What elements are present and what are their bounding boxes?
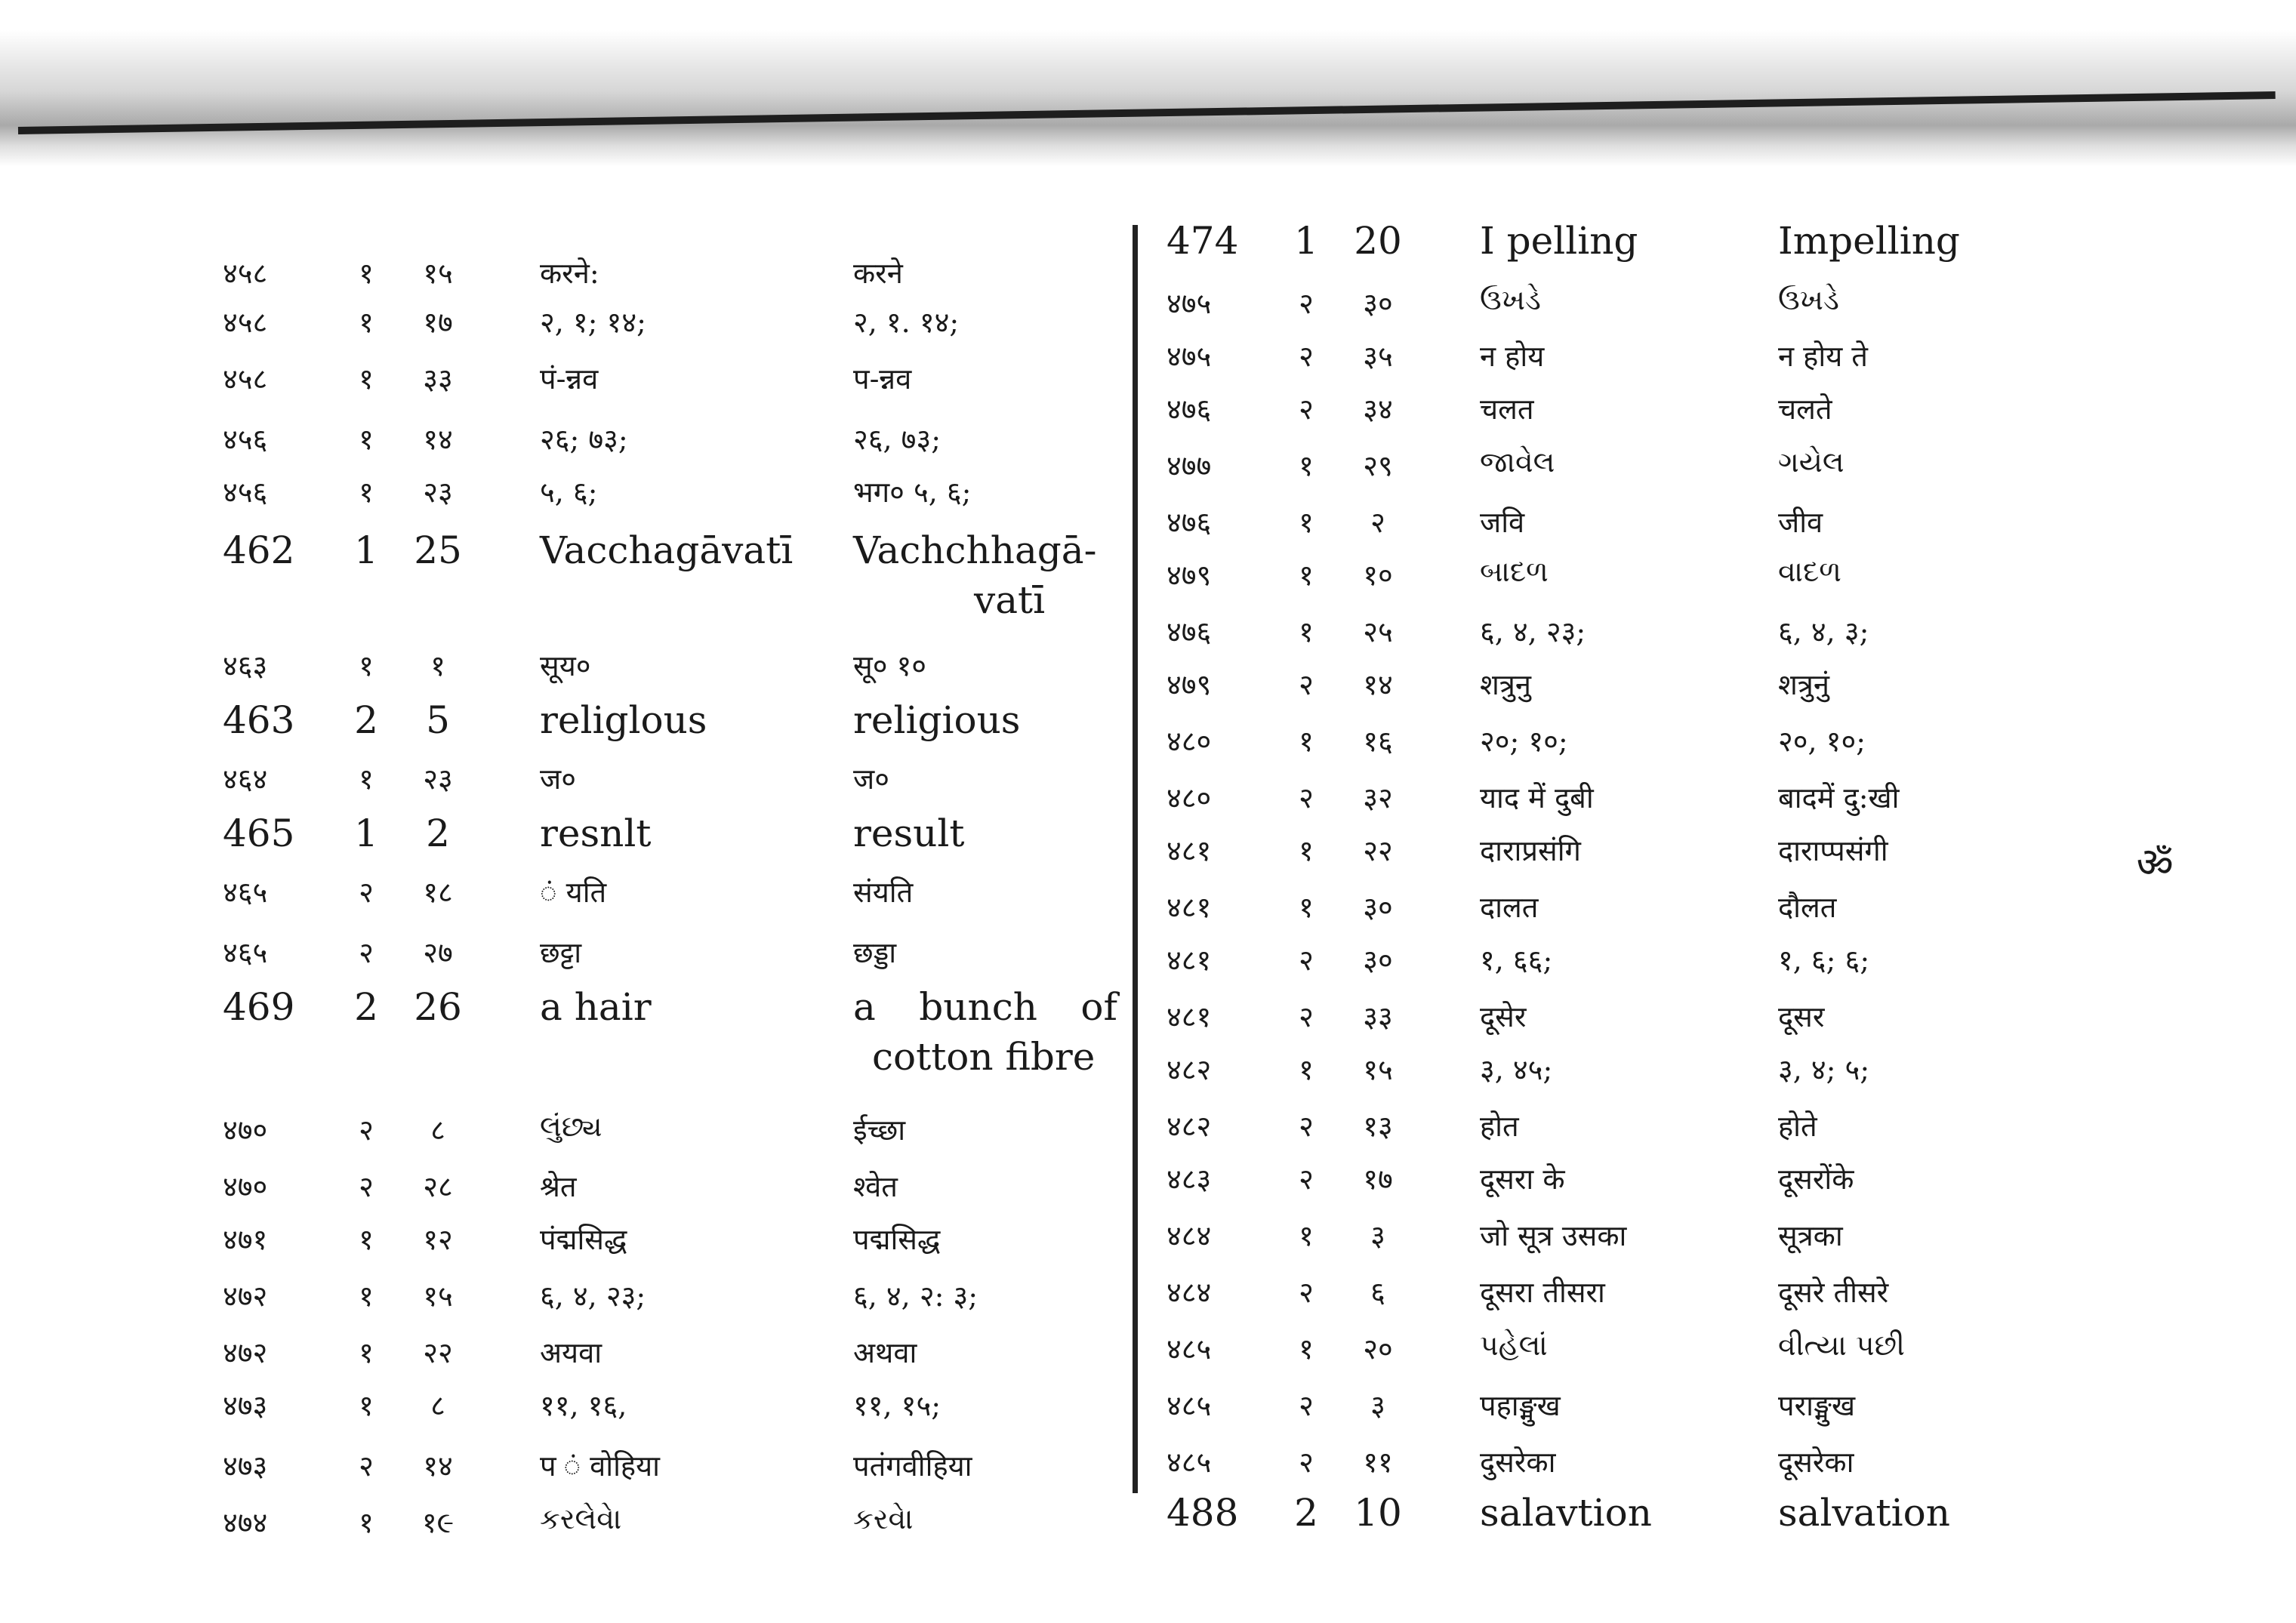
- page-number: ४६४: [223, 762, 268, 796]
- incorrect-reading: दूसरा के: [1480, 1163, 1565, 1196]
- correct-reading: न होय ते: [1778, 340, 1868, 373]
- incorrect-reading: सूय०: [540, 649, 591, 682]
- column-number: १: [1299, 725, 1314, 758]
- column-number: १: [359, 1389, 374, 1422]
- line-number: ८: [430, 1389, 445, 1422]
- incorrect-reading: पंद्मसिद्ध: [540, 1223, 627, 1256]
- correct-reading: होते: [1778, 1110, 1817, 1143]
- incorrect-reading: अयवा: [540, 1336, 603, 1369]
- column-number: २: [1299, 668, 1314, 701]
- column-number: १: [359, 423, 374, 456]
- incorrect-reading: I pelling: [1480, 219, 1638, 263]
- column-number: २: [359, 1113, 374, 1147]
- page-number: ४८५: [1166, 1389, 1212, 1422]
- correct-reading: श्वेत: [853, 1170, 898, 1203]
- correct-reading: भग० ५, ६;: [853, 476, 972, 509]
- incorrect-reading: Vacchagāvatī: [540, 528, 794, 572]
- column-number: २: [1299, 340, 1314, 373]
- page-number: ४६५: [223, 876, 268, 909]
- line-number: १૯: [421, 1506, 455, 1539]
- correct-reading: salvation: [1778, 1491, 1950, 1535]
- line-number: ६: [1370, 1276, 1385, 1309]
- correct-reading: ईच्छा: [853, 1113, 906, 1147]
- page-number: ४७५: [1166, 287, 1212, 320]
- incorrect-reading: दालत: [1480, 891, 1539, 924]
- incorrect-reading: લુંછ્ય: [540, 1110, 603, 1143]
- correct-reading: result: [853, 812, 965, 855]
- line-number: १६: [1363, 725, 1393, 758]
- correct-reading: કરવેા: [853, 1502, 914, 1535]
- correct-reading: religious: [853, 698, 1021, 742]
- column-number: २: [1299, 781, 1314, 815]
- correct-reading: सूत्रका: [1778, 1219, 1843, 1252]
- line-number: १७: [423, 306, 453, 339]
- column-number: १: [1299, 506, 1314, 539]
- incorrect-reading: २, १; १४;: [540, 306, 646, 339]
- line-number: 2: [426, 812, 450, 855]
- correct-reading: दूसर: [1778, 1000, 1825, 1033]
- column-number: 1: [1294, 219, 1318, 263]
- column-number: 1: [354, 528, 378, 572]
- page-number: ४७३: [223, 1389, 268, 1422]
- page-number: ४८१: [1166, 944, 1212, 977]
- page-number: ४७०: [223, 1113, 268, 1147]
- incorrect-reading: छट्टा: [540, 936, 582, 969]
- correct-reading: पतंगवीहिया: [853, 1449, 972, 1483]
- line-number: २: [1370, 506, 1385, 539]
- incorrect-reading: religlous: [540, 698, 707, 742]
- incorrect-reading: करने:: [540, 257, 599, 290]
- correct-reading: ગયેલ: [1778, 445, 1845, 479]
- correct-reading: शत्रुनुं: [1778, 668, 1829, 701]
- line-number: 20: [1354, 219, 1402, 263]
- line-number: २७: [423, 936, 453, 969]
- incorrect-reading: બાદળ: [1480, 555, 1549, 588]
- correct-reading: Vachchhagā-: [853, 528, 1097, 572]
- page-number: ४७९: [1166, 559, 1212, 592]
- page-number: ४७२: [223, 1336, 268, 1369]
- column-number: १: [359, 306, 374, 339]
- page-number: ४७७: [1166, 449, 1212, 482]
- line-number: २०: [1363, 1332, 1393, 1366]
- column-number: २: [1299, 1389, 1314, 1422]
- correct-reading: २६, ७३;: [853, 423, 942, 456]
- column-number: १: [359, 762, 374, 796]
- line-number: १२: [423, 1223, 453, 1256]
- line-number: ३३: [1363, 1000, 1393, 1033]
- line-number: १५: [1363, 1053, 1393, 1086]
- page-number: ४८१: [1166, 891, 1212, 924]
- column-number: १: [1299, 1219, 1314, 1252]
- incorrect-reading: ३, ४५;: [1480, 1053, 1553, 1086]
- correct-reading: a bunch of: [853, 985, 1117, 1029]
- incorrect-reading: २६; ७३;: [540, 423, 628, 456]
- column-number: २: [1299, 393, 1314, 426]
- column-number: १: [359, 1336, 374, 1369]
- incorrect-reading: २०; १०;: [1480, 725, 1568, 758]
- page-number: ४७६: [1166, 615, 1212, 648]
- line-number: २२: [1363, 834, 1393, 867]
- correct-reading: दूसरेका: [1778, 1446, 1854, 1479]
- line-number: ३०: [1363, 944, 1393, 977]
- page-number: 462: [223, 528, 295, 572]
- column-number: १: [359, 476, 374, 509]
- column-number: १: [1299, 615, 1314, 648]
- page-number: ४५८: [223, 306, 268, 339]
- page-number: ४६३: [223, 649, 268, 682]
- column-number: 2: [354, 698, 378, 742]
- correct-reading: दूसरोंके: [1778, 1163, 1854, 1196]
- incorrect-reading: दुसरेका: [1480, 1446, 1556, 1479]
- page-number: ४७९: [1166, 668, 1212, 701]
- incorrect-reading: न होय: [1480, 340, 1545, 373]
- incorrect-reading: पहाङ्मुख: [1480, 1389, 1561, 1422]
- column-number: 1: [354, 812, 378, 855]
- page-number: 474: [1166, 219, 1239, 263]
- column-number: २: [1299, 1110, 1314, 1143]
- correct-reading: २, १. १४;: [853, 306, 960, 339]
- correct-reading: पद्मसिद्ध: [853, 1223, 941, 1256]
- correct-reading: ११, १५;: [853, 1389, 942, 1422]
- line-number: १४: [423, 423, 453, 456]
- correct-reading-continuation: cotton fibre: [872, 1035, 1096, 1079]
- column-number: १: [359, 1506, 374, 1539]
- page-number: ४७६: [1166, 393, 1212, 426]
- correct-reading: सू० १०: [853, 649, 927, 682]
- page-number: ४८०: [1166, 725, 1212, 758]
- line-number: ३४: [1363, 393, 1393, 426]
- line-number: २२: [423, 1336, 453, 1369]
- page-number: ४८२: [1166, 1110, 1212, 1143]
- incorrect-reading: चलत: [1480, 393, 1534, 426]
- page-number: ४८५: [1166, 1332, 1212, 1366]
- incorrect-reading: a hair: [540, 985, 652, 1029]
- incorrect-reading: याद में दुबी: [1480, 781, 1594, 815]
- correct-reading: ६, ४, २: ३;: [853, 1280, 978, 1313]
- incorrect-reading: दूसरा तीसरा: [1480, 1276, 1605, 1309]
- column-number: २: [359, 1449, 374, 1483]
- line-number: 10: [1354, 1491, 1402, 1535]
- line-number: १५: [423, 1280, 453, 1313]
- page-number: 488: [1166, 1491, 1239, 1535]
- line-number: 25: [414, 528, 462, 572]
- incorrect-reading: ११, १६,: [540, 1389, 627, 1422]
- column-number: १: [359, 1280, 374, 1313]
- page-number: ४८४: [1166, 1276, 1212, 1309]
- margin-handwritten-mark: ॐ: [2131, 836, 2178, 892]
- incorrect-reading: પહેલાં: [1480, 1329, 1548, 1362]
- incorrect-reading: प ं वोहिया: [540, 1449, 660, 1483]
- correct-reading: दौलत: [1778, 891, 1837, 924]
- correct-reading: दाराप्पसंगी: [1778, 834, 1888, 867]
- column-number: १: [1299, 1053, 1314, 1086]
- column-number: २: [1299, 1446, 1314, 1479]
- column-number: १: [1299, 891, 1314, 924]
- line-number: १४: [423, 1449, 453, 1483]
- line-number: २३: [423, 762, 453, 796]
- line-number: ३०: [1363, 891, 1393, 924]
- line-number: १०: [1363, 559, 1393, 592]
- column-number: २: [359, 876, 374, 909]
- page-number: ४८३: [1166, 1163, 1212, 1196]
- page-number: ४८४: [1166, 1219, 1212, 1252]
- incorrect-reading: श्रेत: [540, 1170, 577, 1203]
- correct-reading: बादमें दु:खी: [1778, 781, 1900, 815]
- page-number: ४७०: [223, 1170, 268, 1203]
- incorrect-reading: ઉખડે: [1480, 283, 1541, 316]
- column-number: १: [359, 649, 374, 682]
- correct-reading: Impelling: [1778, 219, 1960, 263]
- correct-reading: दूसरे तीसरे: [1778, 1276, 1889, 1309]
- incorrect-reading: होत: [1480, 1110, 1519, 1143]
- correct-reading: अथवा: [853, 1336, 917, 1369]
- line-number: २९: [1363, 449, 1393, 482]
- column-number: 2: [1294, 1491, 1318, 1535]
- column-number: २: [359, 936, 374, 969]
- column-number: १: [1299, 559, 1314, 592]
- incorrect-reading: जो सूत्र उसका: [1480, 1219, 1627, 1252]
- page-number: ४५६: [223, 423, 268, 456]
- line-number: ३०: [1363, 287, 1393, 320]
- page-number: ४६५: [223, 936, 268, 969]
- incorrect-reading: resnlt: [540, 812, 652, 855]
- page-number: ४८२: [1166, 1053, 1212, 1086]
- line-number: १८: [423, 876, 453, 909]
- correct-reading: जीव: [1778, 506, 1823, 539]
- correct-reading: संयति: [853, 876, 914, 909]
- page-number: ४५८: [223, 362, 268, 396]
- column-number: २: [1299, 944, 1314, 977]
- page-number: ४७१: [223, 1223, 268, 1256]
- correct-reading: छड्डा: [853, 936, 897, 969]
- line-number: ३५: [1363, 340, 1393, 373]
- incorrect-reading: salavtion: [1480, 1491, 1652, 1535]
- incorrect-reading: दूसेर: [1480, 1000, 1527, 1033]
- page-number: ४७४: [223, 1506, 268, 1539]
- page-number: 465: [223, 812, 295, 855]
- page-number: ४७६: [1166, 506, 1212, 539]
- column-number: २: [1299, 287, 1314, 320]
- line-number: १: [430, 649, 445, 682]
- incorrect-reading: ६, ४, २३;: [1480, 615, 1586, 648]
- line-number: ३: [1370, 1219, 1385, 1252]
- column-number: १: [1299, 834, 1314, 867]
- page-number: ४७५: [1166, 340, 1212, 373]
- line-number: ३३: [423, 362, 453, 396]
- incorrect-reading: जवि: [1480, 506, 1525, 539]
- incorrect-reading: दाराप्रसंगि: [1480, 834, 1581, 867]
- line-number: 26: [414, 985, 462, 1029]
- page-number: ४७३: [223, 1449, 268, 1483]
- incorrect-reading: पं-न्नव: [540, 362, 599, 396]
- line-number: १७: [1363, 1163, 1393, 1196]
- correct-reading: ६, ४, ३;: [1778, 615, 1869, 648]
- line-number: २८: [423, 1170, 453, 1203]
- correct-reading: पराङ्मुख: [1778, 1389, 1856, 1422]
- page-number: ४८५: [1166, 1446, 1212, 1479]
- line-number: १५: [423, 257, 453, 290]
- line-number: २५: [1363, 615, 1393, 648]
- incorrect-reading: ६, ४, २३;: [540, 1280, 646, 1313]
- column-number: २: [1299, 1000, 1314, 1033]
- correct-reading: ३, ४; ५;: [1778, 1053, 1870, 1086]
- column-number: १: [359, 257, 374, 290]
- column-number: १: [1299, 1332, 1314, 1366]
- incorrect-reading: ५, ६;: [540, 476, 598, 509]
- incorrect-reading: ं यति: [540, 876, 607, 909]
- column-number: १: [359, 362, 374, 396]
- line-number: ११: [1363, 1446, 1393, 1479]
- page-number: 469: [223, 985, 295, 1029]
- correct-reading: વાદળ: [1778, 555, 1841, 588]
- column-number: १: [359, 1223, 374, 1256]
- line-number: १३: [1363, 1110, 1393, 1143]
- column-number: २: [359, 1170, 374, 1203]
- incorrect-reading: ज०: [540, 762, 576, 796]
- incorrect-reading: १, ६६;: [1480, 944, 1553, 977]
- line-number: ३२: [1363, 781, 1393, 815]
- incorrect-reading: शत्रुनु: [1480, 668, 1531, 701]
- line-number: २३: [423, 476, 453, 509]
- incorrect-reading: કરલેવેા: [540, 1502, 622, 1535]
- column-number: २: [1299, 1163, 1314, 1196]
- correct-reading: ज०: [853, 762, 889, 796]
- column-number: १: [1299, 449, 1314, 482]
- page-number: ४५८: [223, 257, 268, 290]
- column-number: २: [1299, 1276, 1314, 1309]
- correct-reading-continuation: vatī: [974, 578, 1046, 622]
- correct-reading: करने: [853, 257, 903, 290]
- line-number: 5: [426, 698, 450, 742]
- correct-reading: ઉખડે: [1778, 283, 1839, 316]
- correct-reading: १, ६; ६;: [1778, 944, 1870, 977]
- page-number: ४७२: [223, 1280, 268, 1313]
- incorrect-reading: જાવેલ: [1480, 445, 1555, 479]
- page-number: ४८१: [1166, 834, 1212, 867]
- line-number: ३: [1370, 1389, 1385, 1422]
- correct-reading: प-न्नव: [853, 362, 912, 396]
- correct-reading: चलते: [1778, 393, 1832, 426]
- page-number: 463: [223, 698, 295, 742]
- page-number: ४५६: [223, 476, 268, 509]
- line-number: ८: [430, 1113, 445, 1147]
- page-number: ४८०: [1166, 781, 1212, 815]
- column-number: 2: [354, 985, 378, 1029]
- correct-reading: વીત્યા પછી: [1778, 1329, 1905, 1362]
- page-number: ४८१: [1166, 1000, 1212, 1033]
- line-number: १४: [1363, 668, 1393, 701]
- correct-reading: २०, १०;: [1778, 725, 1866, 758]
